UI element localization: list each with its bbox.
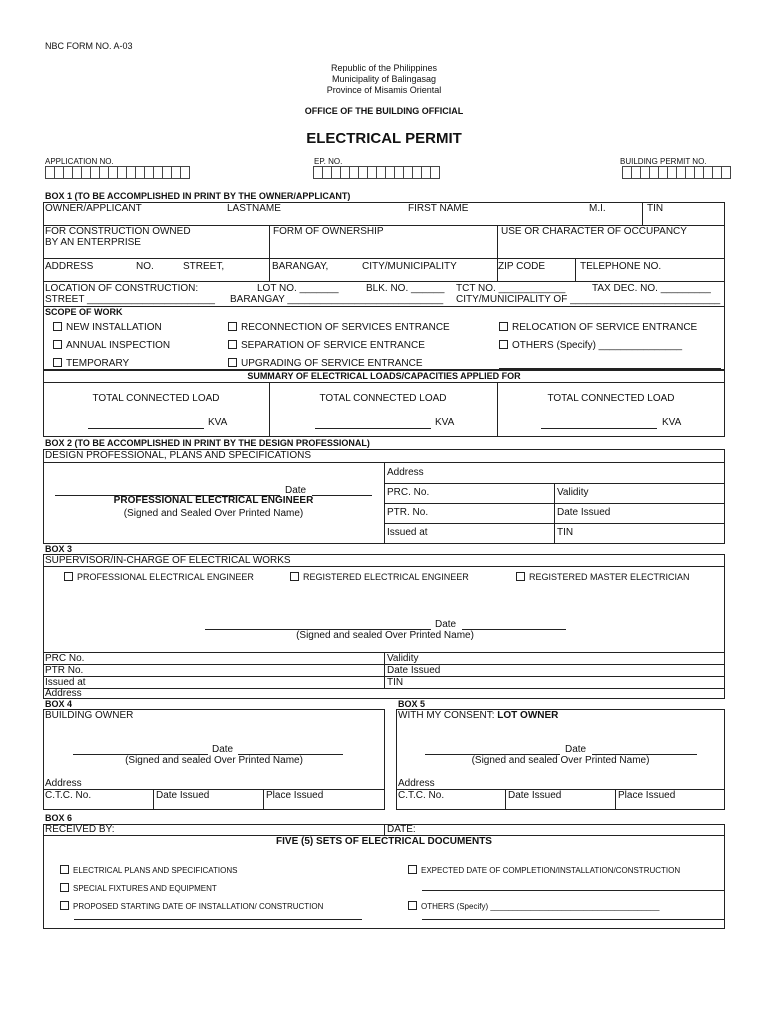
checkbox-icon	[290, 572, 299, 581]
building-permit-no-cells[interactable]	[623, 166, 731, 179]
kva-input-1[interactable]	[88, 428, 204, 429]
box2-validity-label: Validity	[557, 487, 589, 498]
doc-others[interactable]: OTHERS (Specify) ______________________________________	[408, 901, 659, 911]
application-no-cells[interactable]	[46, 166, 190, 179]
checkbox-icon	[228, 322, 237, 331]
others-specify-input[interactable]	[422, 919, 724, 920]
mi-label: M.I.	[589, 203, 606, 214]
received-by-label: RECEIVED BY:	[45, 824, 115, 835]
location-label: LOCATION OF CONSTRUCTION:	[45, 283, 199, 294]
checkbox-icon	[53, 322, 62, 331]
form-of-ownership-label: FORM OF OWNERSHIP	[273, 226, 384, 237]
box2-date-label: Date	[285, 485, 307, 496]
checkbox-icon	[408, 901, 417, 910]
checkbox-icon	[499, 322, 508, 331]
city-line: CITY/MUNICIPALITY OF ___________________________	[456, 294, 721, 305]
use-or-character-label: USE OR CHARACTER OF OCCUPANCY	[501, 226, 687, 237]
box3-date-issued-label: Date Issued	[387, 665, 441, 676]
total-connected-load-1: TOTAL CONNECTED LOAD	[92, 393, 220, 404]
scope-of-work-label: SCOPE OF WORK	[45, 307, 123, 317]
doc-electrical-plans[interactable]: ELECTRICAL PLANS AND SPECIFICATIONS	[60, 865, 237, 875]
barangay-line: BARANGAY ____________________________	[230, 294, 444, 305]
checkbox-icon	[408, 865, 417, 874]
box4-ctc-no-label: C.T.C. No.	[45, 790, 92, 801]
design-professional-label: DESIGN PROFESSIONAL, PLANS AND SPECIFICATIONS	[45, 450, 311, 461]
kva-label-3: KVA	[662, 417, 682, 428]
enterprise-label-1: FOR CONSTRUCTION OWNED	[45, 226, 191, 237]
doc-proposed-start[interactable]: PROPOSED STARTING DATE OF INSTALLATION/ CONSTRUCTION	[60, 901, 323, 911]
box3-tin-label: TIN	[387, 677, 404, 688]
box2-prc-no-label: PRC. No.	[387, 487, 430, 498]
zip-code-label: ZIP CODE	[498, 261, 546, 272]
box5-place-issued-label: Place Issued	[618, 790, 676, 801]
box2-ptr-no-label: PTR. No.	[387, 507, 429, 518]
box6-heading: BOX 6	[45, 813, 73, 823]
box1-heading: BOX 1 (TO BE ACCOMPLISHED IN PRINT BY THE OWNER/APPLICANT)	[45, 191, 351, 201]
box2-address-label: Address	[387, 467, 424, 478]
city-municipality-label: CITY/MUNICIPALITY	[362, 261, 457, 272]
box5-ctc-no-label: C.T.C. No.	[398, 790, 445, 801]
lot-no-label: LOT NO. _______	[257, 283, 339, 294]
checkbox-icon	[228, 358, 237, 367]
checkbox-icon	[228, 340, 237, 349]
address-label: ADDRESS	[45, 261, 94, 272]
barangay-label: BARANGAY,	[272, 261, 329, 272]
street-label: STREET,	[183, 261, 225, 272]
checkbox-icon	[60, 901, 69, 910]
tax-dec-no-label: TAX DEC. NO. _________	[592, 283, 711, 294]
box5-date-issued-label: Date Issued	[508, 790, 562, 801]
box4-place-issued-label: Place Issued	[266, 790, 324, 801]
summary-heading: SUMMARY OF ELECTRICAL LOADS/CAPACITIES APPLIED FOR	[247, 371, 521, 381]
box3-prc-no-label: PRC No.	[45, 653, 85, 664]
kva-input-3[interactable]	[541, 428, 657, 429]
box2-date-issued-label: Date Issued	[557, 507, 611, 518]
lot-owner-label: LOT OWNER	[497, 710, 559, 721]
box3-ptr-no-label: PTR No.	[45, 665, 84, 676]
owner-applicant-label: OWNER/APPLICANT	[45, 203, 142, 214]
box5-signed-sealed: (Signed and sealed Over Printed Name)	[471, 755, 650, 766]
scope-annual-inspection[interactable]: ANNUAL INSPECTION	[53, 340, 170, 351]
box5-address-label: Address	[398, 778, 435, 789]
box5-heading: BOX 5	[398, 699, 426, 709]
kva-label-2: KVA	[435, 417, 455, 428]
box4-address-label: Address	[45, 778, 82, 789]
doc-expected-completion[interactable]: EXPECTED DATE OF COMPLETION/INSTALLATION/CONSTRUCTION	[408, 865, 680, 875]
proposed-start-input[interactable]	[74, 919, 362, 920]
page-title: ELECTRICAL PERMIT	[306, 130, 462, 147]
form-number: NBC FORM NO. A-03	[45, 41, 133, 51]
telephone-no-label: TELEPHONE NO.	[580, 261, 662, 272]
checkbox-icon	[64, 572, 73, 581]
kva-input-2[interactable]	[315, 428, 431, 429]
scope-separation[interactable]: SEPARATION OF SERVICE ENTRANCE	[228, 340, 425, 351]
no-label: NO.	[136, 261, 154, 272]
box5-date-label: Date	[565, 744, 587, 755]
scope-others[interactable]: OTHERS (Specify) _______________	[499, 340, 682, 351]
checkbox-icon	[53, 358, 62, 367]
ep-no-cells[interactable]	[314, 166, 440, 179]
box4-heading: BOX 4	[45, 699, 73, 709]
five-sets-heading: FIVE (5) SETS OF ELECTRICAL DOCUMENTS	[276, 836, 492, 847]
scope-relocation[interactable]: RELOCATION OF SERVICE ENTRANCE	[499, 322, 697, 333]
checkbox-icon	[499, 340, 508, 349]
tin-label: TIN	[647, 203, 664, 214]
box3-issued-at-label: Issued at	[45, 677, 86, 688]
lastname-label: LASTNAME	[227, 203, 281, 214]
pee-title: PROFESSIONAL ELECTRICAL ENGINEER	[113, 495, 314, 506]
province-text: Province of Misamis Oriental	[326, 85, 442, 95]
blk-no-label: BLK. NO. ______	[366, 283, 445, 294]
enterprise-label-2: BY AN ENTERPRISE	[45, 237, 141, 248]
scope-upgrading[interactable]: UPGRADING OF SERVICE ENTRANCE	[228, 358, 423, 369]
checkbox-icon	[516, 572, 525, 581]
expected-completion-input[interactable]	[422, 890, 724, 891]
box3-option-pee[interactable]: PROFESSIONAL ELECTRICAL ENGINEER	[64, 572, 254, 582]
box3-date-label: Date	[435, 619, 457, 630]
box4-date-label: Date	[212, 744, 234, 755]
box2-heading: BOX 2 (TO BE ACCOMPLISHED IN PRINT BY THE DESIGN PROFESSIONAL)	[45, 438, 370, 448]
first-name-label: FIRST NAME	[408, 203, 469, 214]
box3-heading: BOX 3	[45, 544, 73, 554]
scope-temporary[interactable]: TEMPORARY	[53, 358, 129, 369]
ep-no-label: EP. NO.	[314, 157, 343, 166]
box6-date-label: DATE:	[387, 824, 416, 835]
application-no-label: APPLICATION NO.	[45, 157, 114, 166]
box3-validity-label: Validity	[387, 653, 419, 664]
building-permit-no-label: BUILDING PERMIT NO.	[620, 157, 707, 166]
box2-tin-label: TIN	[557, 527, 574, 538]
street-line: STREET _______________________	[45, 294, 215, 305]
total-connected-load-2: TOTAL CONNECTED LOAD	[319, 393, 447, 404]
box3-signed-sealed: (Signed and sealed Over Printed Name)	[296, 630, 474, 641]
tct-no-label: TCT NO. ____________	[456, 283, 566, 294]
checkbox-icon	[60, 865, 69, 874]
doc-special-fixtures[interactable]: SPECIAL FIXTURES AND EQUIPMENT	[60, 883, 217, 893]
box4-signed-sealed: (Signed and sealed Over Printed Name)	[125, 755, 303, 766]
building-owner-label: BUILDING OWNER	[45, 710, 134, 721]
office-title: OFFICE OF THE BUILDING OFFICIAL	[304, 106, 464, 116]
box2-signed-sealed: (Signed and Sealed Over Printed Name)	[123, 508, 304, 519]
scope-new-installation[interactable]: NEW INSTALLATION	[53, 322, 162, 333]
checkbox-icon	[60, 883, 69, 892]
checkbox-icon	[53, 340, 62, 349]
scope-reconnection[interactable]: RECONNECTION OF SERVICES ENTRANCE	[228, 322, 450, 333]
box2-issued-at-label: Issued at	[387, 527, 428, 538]
box3-address-label: Address	[45, 688, 82, 699]
box3-option-ree[interactable]: REGISTERED ELECTRICAL ENGINEER	[290, 572, 469, 582]
municipality-text: Municipality of Balingasag	[331, 74, 437, 84]
republic-text: Republic of the Philippines	[330, 63, 438, 73]
total-connected-load-3: TOTAL CONNECTED LOAD	[547, 393, 675, 404]
box5-consent: WITH MY CONSENT: LOT OWNER	[398, 710, 559, 721]
kva-label-1: KVA	[208, 417, 228, 428]
box3-option-rme[interactable]: REGISTERED MASTER ELECTRICIAN	[516, 572, 690, 582]
supervisor-label: SUPERVISOR/IN-CHARGE OF ELECTRICAL WORKS	[45, 555, 291, 566]
box4-date-issued-label: Date Issued	[156, 790, 210, 801]
